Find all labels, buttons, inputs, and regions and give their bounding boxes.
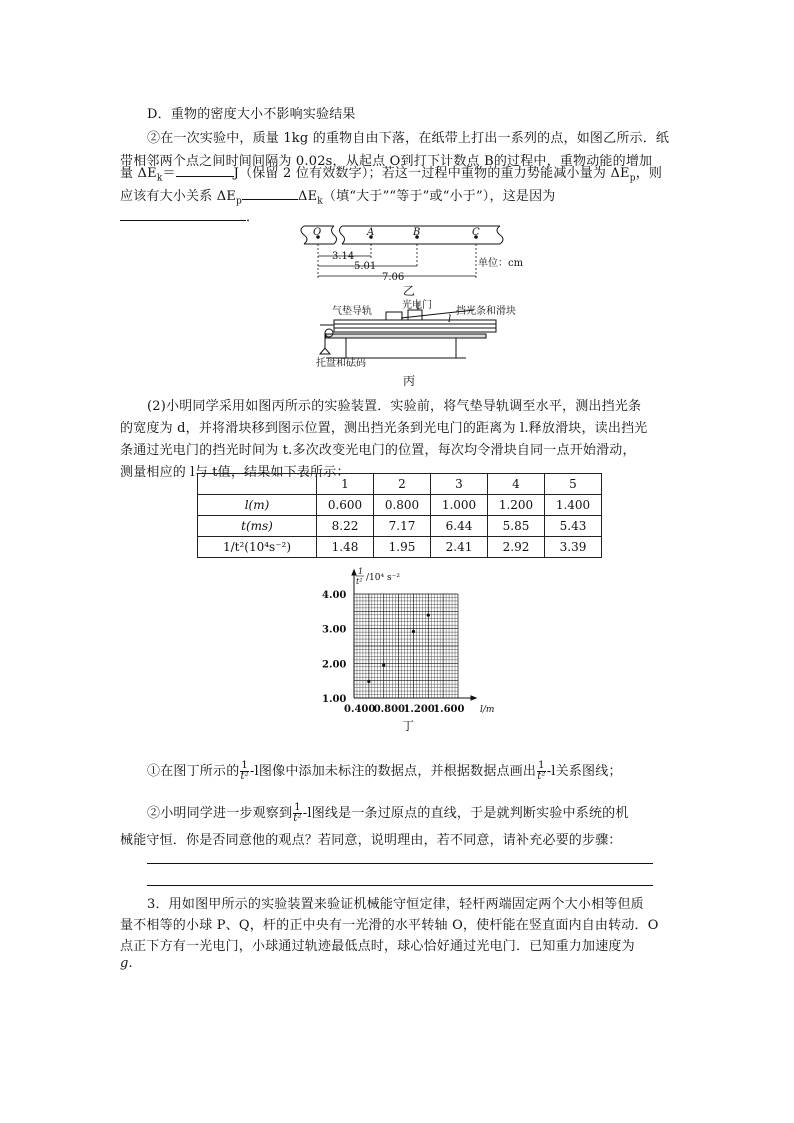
label-photogate: 光电门 <box>402 300 432 311</box>
data-table <box>197 473 602 558</box>
part2-line4: 测量相应的 l与 t值，结果如下表所示： <box>120 465 350 480</box>
q3-line1: 3．用如图甲所示的实验装置来验证机械能守恒定律，轻杆两端固定两个大小相等但质 <box>147 897 644 912</box>
data-point <box>412 630 415 633</box>
answer-line-2[interactable] <box>147 885 653 886</box>
table-cell: 8.22 <box>317 516 374 537</box>
label-a: A <box>367 227 375 238</box>
table-cell: 7.17 <box>374 516 431 537</box>
answer-line-1[interactable] <box>147 863 653 864</box>
air-track-figure <box>316 298 536 370</box>
y-axis-num: 1 <box>358 567 364 576</box>
unit-label: 单位：cm <box>478 258 524 269</box>
part2-line3: 条通过光电门的挡光时间为 t.多次改变光电门的位置，每次均令滑块自同一点开始滑动， <box>120 443 636 458</box>
q3-line2: 量不相等的小球 P、Q，杆的正中央有一光滑的水平转轴 O，使杆能在竖直面内自由转动．O <box>120 918 659 933</box>
x-tick-label: 1.200 <box>403 704 435 715</box>
table-row <box>198 516 602 537</box>
question-2-line1: ②在一次实验中，质量 1kg 的重物自由下落，在纸带上打出一系列的点，如图乙所示．纸 <box>147 131 670 146</box>
table-cell: 2 <box>374 474 431 495</box>
table-cell: 0.600 <box>317 495 374 516</box>
question-2-line5: ． <box>120 206 259 225</box>
table-cell: 3.39 <box>545 537 602 558</box>
part2-line1: (2)小明同学采用如图丙所示的实验装置．实验前，将气垫导轨调至水平，测出挡光条 <box>147 399 642 414</box>
label-o: O <box>313 227 322 238</box>
table-cell: 1.48 <box>317 537 374 558</box>
table-top <box>326 334 486 338</box>
label-slider: 挡光条和滑块 <box>456 306 516 317</box>
table-cell: 5 <box>545 474 602 495</box>
table-cell: 5.85 <box>488 516 545 537</box>
table-cell: 0.800 <box>374 495 431 516</box>
x-axis-label: l/m <box>480 705 495 715</box>
graph-figure <box>318 566 518 734</box>
part2-line2: 的宽度为 d，并将滑块移到图示位置，测出挡光条到光电门的距离为 l.释放滑块，读出挡光 <box>120 421 648 436</box>
y-axis-den: t² <box>356 577 363 586</box>
table-cell: 5.43 <box>545 516 602 537</box>
table-header-row <box>198 474 602 495</box>
fraction-1-t2: $\frac{1}{\text{t²}}$ <box>293 802 302 824</box>
dim-5-01: 5.01 <box>354 261 377 272</box>
label-c: C <box>472 227 480 238</box>
x-tick-label: 1.600 <box>433 704 465 715</box>
y-axis-unit: /10⁴ s⁻² <box>366 573 400 583</box>
table-cell: 1/t²(10⁴s⁻²) <box>198 537 317 558</box>
table-cell: 1.95 <box>374 537 431 558</box>
fraction-1-t2: $\frac{1}{\text{t²}}$ <box>240 760 249 782</box>
table-row <box>198 495 602 516</box>
table-cell <box>198 474 317 495</box>
photogate <box>408 310 422 320</box>
table-row <box>198 537 602 558</box>
table-cell: 3 <box>431 474 488 495</box>
dim-7-06: 7.06 <box>382 272 405 283</box>
y-tick-label: 4.00 <box>322 590 347 601</box>
table-cell: 2.92 <box>488 537 545 558</box>
y-tick-label: 3.00 <box>322 624 347 636</box>
label-tray: 托盘和砝码 <box>316 358 366 369</box>
sub-question-1: ①在图丁所示的 $\frac{1}{\text{t²}}$ -l图像中添加未标注的数据点，并根据数据点画出 $\frac{1}{\text{t²}}$ -l关系图线； <box>147 760 622 782</box>
track-body <box>334 320 496 332</box>
blank-reason[interactable] <box>120 208 246 221</box>
option-d-text: D．重物的密度大小不影响实验结果 <box>147 107 356 122</box>
table-cell: 1.000 <box>431 495 488 516</box>
table-cell: 1 <box>317 474 374 495</box>
data-point <box>382 663 385 666</box>
table-cell: 1.200 <box>488 495 545 516</box>
question-2-line2: 带相邻两个点之间时间间隔为 0.02s，从起点 O到打下计数点 B的过程中，重物动能的增加 <box>120 154 653 169</box>
caption-yi: 乙 <box>402 284 415 298</box>
table-cell: 6.44 <box>431 516 488 537</box>
dim-3-14: 3.14 <box>332 251 355 262</box>
data-point <box>367 680 370 683</box>
question-2-line4: 应该有大小关系 $\Delta E_p$ $\Delta E_k$（填“大于”“等于”或“小于”），这是因为 <box>120 189 556 207</box>
y-tick-label: 1.00 <box>322 694 347 705</box>
y-tick-label: 2.00 <box>322 659 347 671</box>
x-tick-label: 0.800 <box>373 704 406 715</box>
data-point <box>427 614 430 617</box>
table-cell: 1.400 <box>545 495 602 516</box>
blank-delta-ek[interactable] <box>176 164 234 177</box>
sub-question-2: ②小明同学进一步观察到 $\frac{1}{\text{t²}}$ -l图线是一条过原点的直线，于是就判断实验中系统的机 <box>147 802 629 824</box>
y-axis-arrow <box>352 570 356 575</box>
table-cell: l(m) <box>198 495 317 516</box>
table-cell: t(ms) <box>198 516 317 537</box>
x-axis-arrow <box>471 696 476 700</box>
caption-ding: 丁 <box>401 719 414 733</box>
slider <box>386 312 402 320</box>
x-tick-label: 0.400 <box>344 704 376 715</box>
sub-question-2-cont: 械能守恒．你是否同意他的观点？若同意，说明理由，若不同意，请补充必要的步骤： <box>120 833 622 848</box>
table-cell: 4 <box>488 474 545 495</box>
q3-line3: 点正下方有一光电门，小球通过轨迹最低点时，球心恰好通过光电门．已知重力加速度为 <box>120 939 635 954</box>
tape-dots <box>316 235 478 239</box>
fraction-1-t2: $\frac{1}{\text{t²}}$ <box>537 760 546 782</box>
label-b: B <box>413 227 421 238</box>
caption-bing: 丙 <box>402 374 415 388</box>
label-l: l <box>448 314 452 325</box>
blank-relation[interactable] <box>242 187 298 200</box>
q3-line4: g. <box>120 956 133 971</box>
table-cell: 2.41 <box>431 537 488 558</box>
question-2-line3: 量 $\Delta E_k= J$（保留 2 位有效数字）；若这一过程中重物的重力势能减小量为 $\Delta E_p$，则 <box>120 166 663 184</box>
label-air-track: 气垫导轨 <box>332 306 372 317</box>
